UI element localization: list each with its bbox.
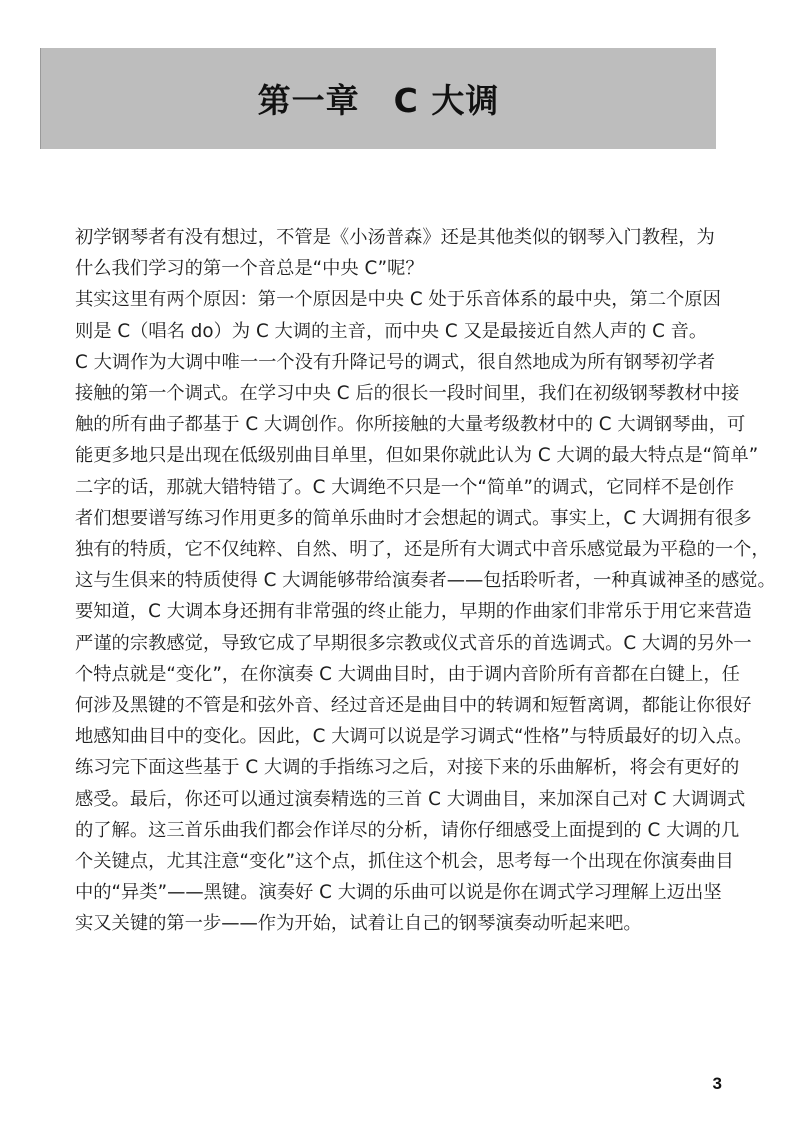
text-line: 二字的话，那就大错特错了。C 大调绝不只是一个“简单”的调式，它同样不是创作 xyxy=(75,476,735,498)
text-line: C 大调作为大调中唯一一个没有升降记号的调式，很自然地成为所有钢琴初学者 xyxy=(75,351,716,373)
text-line: 个关键点，尤其注意“变化”这个点，抓住这个机会，思考每一个出现在你演奏曲目 xyxy=(75,851,734,873)
body-text xyxy=(75,222,776,940)
text-line: 者们想要谱写练习作用更多的简单乐曲时才会想起的调式。事实上，C 大调拥有很多 xyxy=(75,507,752,529)
text-line: 接触的第一个调式。在学习中央 C 后的很长一段时间里，我们在初级钢琴教材中接 xyxy=(75,383,740,405)
text-line: 要知道，C 大调本身还拥有非常强的终止能力，早期的作曲家们非常乐于用它来营造 xyxy=(75,601,752,623)
chapter-banner xyxy=(40,48,716,149)
paragraph-3 xyxy=(75,347,776,940)
page-number: 3 xyxy=(712,1074,722,1093)
paragraph-2 xyxy=(75,284,721,346)
text-line: 地感知曲目中的变化。因此，C 大调可以说是学习调式“性格”与特质最好的切入点。 xyxy=(75,726,753,748)
text-line: 初学钢琴者有没有想过，不管是《小汤普森》还是其他类似的钢琴入门教程，为 xyxy=(75,227,715,248)
text-line: 何涉及黑键的不管是和弦外音、经过音还是曲目中的转调和短暂离调，都能让你很好 xyxy=(75,695,752,717)
text-line: 则是 C（唱名 do）为 C 大调的主音，而中央 C 又是最接近自然人声的 C 音。 xyxy=(75,320,708,342)
text-line: 这与生俱来的特质使得 C 大调能够带给演奏者——包括聆听者，一种真诚神圣的感觉。 xyxy=(75,570,776,592)
text-line: 的了解。这三首乐曲我们都会作详尽的分析，请你仔细感受上面提到的 C 大调的几 xyxy=(75,819,740,841)
text-line: 能更多地只是出现在低级别曲目单里，但如果你就此认为 C 大调的最大特点是“简单” xyxy=(75,445,759,467)
text-line: 独有的特质，它不仅纯粹、自然、明了，还是所有大调式中音乐感觉最为平稳的一个， xyxy=(75,539,770,561)
text-line: 什么我们学习的第一个音总是“中央 C”呢？ xyxy=(75,258,424,280)
text-line: 严谨的宗教感觉，导致它成了早期很多宗教或仪式音乐的首选调式。C 大调的另外一 xyxy=(75,632,752,654)
text-line: 中的“异类”——黑键。演奏好 C 大调的乐曲可以说是你在调式学习理解上迈出坚 xyxy=(75,882,722,904)
text-line: 个特点就是“变化”，在你演奏 C 大调曲目时，由于调内音阶所有音都在白键上，任 xyxy=(75,663,740,685)
chapter-title: 第一章 C 大调 xyxy=(257,81,500,120)
text-line: 感受。最后，你还可以通过演奏精选的三首 C 大调曲目，来加深自己对 C 大调调式 xyxy=(75,788,746,810)
text-line: 练习完下面这些基于 C 大调的手指练习之后，对接下来的乐曲解析，将会有更好的 xyxy=(75,757,740,779)
text-line: 其实这里有两个原因：第一个原因是中央 C 处于乐音体系的最中央，第二个原因 xyxy=(75,289,721,311)
text-line: 实又关键的第一步——作为开始，试着让自己的钢琴演奏动听起来吧。 xyxy=(75,913,642,935)
paragraph-1 xyxy=(75,222,715,284)
text-line: 触的所有曲子都基于 C 大调创作。你所接触的大量考级教材中的 C 大调钢琴曲，可 xyxy=(75,414,746,436)
